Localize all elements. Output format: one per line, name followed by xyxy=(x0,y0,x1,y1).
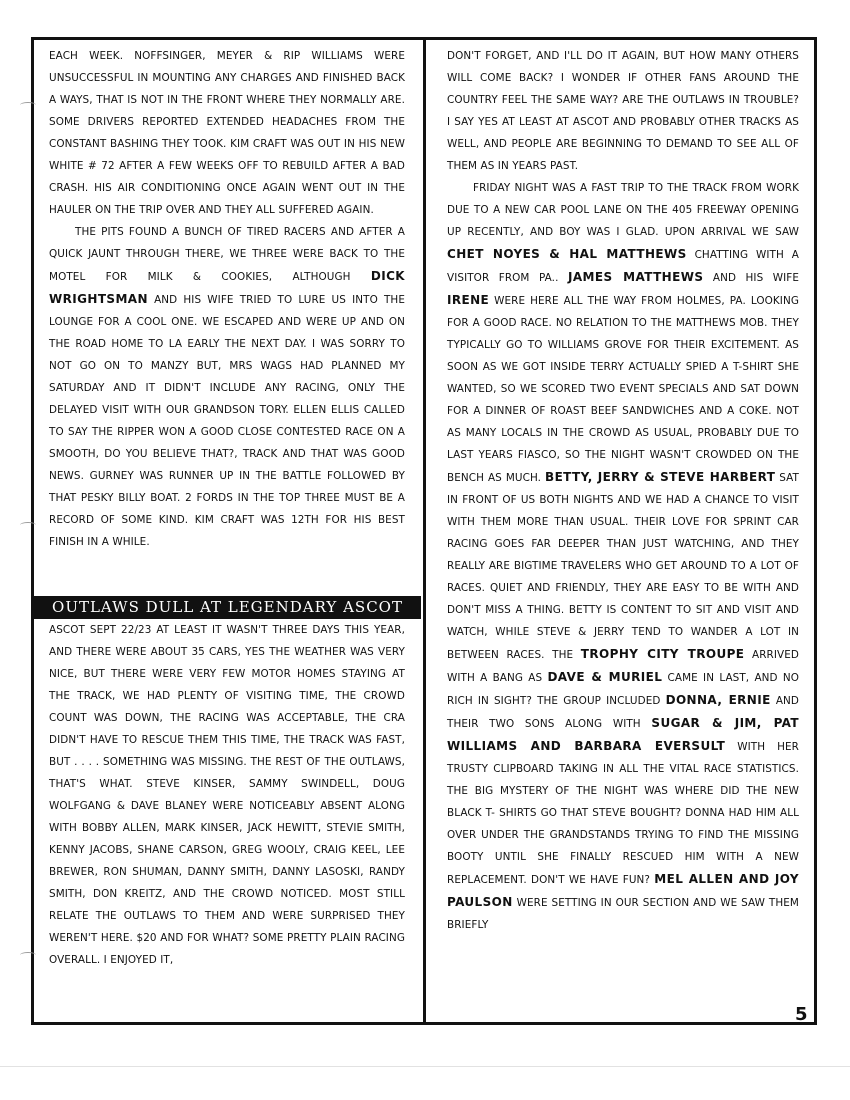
person-name: BETTY, JERRY & STEVE HARBERT xyxy=(545,470,776,484)
left-column-bottom xyxy=(49,619,405,971)
scan-edge-line xyxy=(0,1066,850,1067)
paragraph: DON'T FORGET, AND I'LL DO IT AGAIN, BUT HOW MANY OTHERS WILL COME BACK? I WONDER IF OTHER FANS AROUND THE COUNTRY FEEL THE SAME WAY? ARE THE OUTLAWS IN TROUBLE? I SAY YES AT LEAST AT ASCOT AND PROBABLY OTHER TRACKS AS WELL, AND PEOPLE ARE BEGINNING TO DEMAND TO SEE ALL OF THEM AS IN YEARS PAST. xyxy=(447,50,799,172)
paragraph-text: CAME IN LAST, AND NO RICH IN SIGHT? THE GROUP INCLUDED xyxy=(447,672,800,707)
person-name: DONNA, ERNIE xyxy=(665,693,771,707)
paragraph xyxy=(447,177,799,936)
person-name: CHET NOYES & HAL MATTHEWS xyxy=(447,247,687,261)
paragraph-text: WERE HERE ALL THE WAY FROM HOLMES, PA. LOOKING FOR A GOOD RACE. NO RELATION TO THE MATTHEWS MOB. THEY TYPICALLY GO TO WILLIAMS GROVE FOR THEIR EXCITEMENT. AS SOON AS WE GOT INSIDE TERRY ACTUALLY SPIED A T-SHIRT SHE WANTED, SO WE SCORED TWO EVENT SPECIALS AND SAT DOWN FOR A DINNER OF ROAST BEEF SANDWICHES AND A COKE. NOT AS MANY LOCALS IN THE CROWD AS USUAL, PROBABLY DUE TO LAST YEARS FIASCO, SO THE NIGHT WASN'T CROWDED ON THE BENCH AS MUCH. xyxy=(447,295,799,484)
paragraph-text: CHATTING WITH A VISITOR FROM PA.. xyxy=(447,249,800,284)
paragraph-text: WITH HER TRUSTY CLIPBOARD TAKING IN ALL THE VITAL RACE STATISTICS. THE BIG MYSTERY OF THE NIGHT WAS WHERE DID THE NEW BLACK T- SHIRTS GO THAT STEVE BOUGHT? DONNA HAD HIM ALL OVER UNDER THE GRANDSTANDS TRYING TO FIND THE MISSING BOOTY UNTIL SHE FINALLY RESCUED HIM WITH A NEW REPLACEMENT. DON'T WE HAVE FUN? xyxy=(447,741,800,886)
paragraph-text: FRIDAY NIGHT WAS A FAST TRIP TO THE TRACK FROM WORK DUE TO A NEW CAR POOL LANE ON THE 405 FREEWAY OPENING UP RECENTLY, AND BOY WAS I GLAD. UPON ARRIVAL WE SAW xyxy=(447,182,799,238)
binder-hole-mark xyxy=(20,952,36,958)
person-name: IRENE xyxy=(447,293,490,307)
paragraph-text: AND HIS WIFE xyxy=(712,272,800,284)
paragraph-text: WERE SETTING IN OUR SECTION AND WE SAW THEM BRIEFLY xyxy=(447,897,799,931)
paragraph-text: SAT IN FRONT OF US BOTH NIGHTS AND WE HAD A CHANCE TO VISIT WITH THEM MORE THAN USUAL. THEIR LOVE FOR SPRINT CAR RACING GOES FAR DEEPER THAN JUST WATCHING, AND THEY REALLY ARE BIGTIME TRAVELERS WHO GET AROUND TO A LOT OF RACES. QUIET AND FRIENDLY, THEY ARE EASY TO BE WITH AND DON'T MISS A THING. BETTY IS CONTENT TO SIT AND VISIT AND WATCH, WHILE STEVE & JERRY TEND TO WANDER A LOT IN BETWEEN RACES. THE xyxy=(447,472,799,661)
column-divider xyxy=(423,37,426,1025)
person-name: SUGAR & JIM, PAT WILLIAMS AND BARBARA EVERSULT xyxy=(447,716,800,753)
person-name: DAVE & MURIEL xyxy=(547,670,663,684)
left-column-top xyxy=(49,45,405,553)
paragraph-text: THE PITS FOUND A BUNCH OF TIRED RACERS AND AFTER A QUICK JAUNT THROUGH THERE, WE THREE WERE BACK TO THE MOTEL FOR MILK & COOKIES, ALTHOUGH xyxy=(49,226,405,283)
person-name: MEL ALLEN AND JOY PAULSON xyxy=(447,872,799,909)
article-headline: OUTLAWS DULL AT LEGENDARY ASCOT xyxy=(34,596,421,619)
paragraph: EACH WEEK. NOFFSINGER, MEYER & RIP WILLIAMS WERE UNSUCCESSFUL IN MOUNTING ANY CHARGES AND FINISHED BACK A WAYS, THAT IS NOT IN THE FRONT WHERE THEY NORMALLY ARE. SOME DRIVERS REPORTED EXTENDED HEADACHES FROM THE CONSTANT BASHING THEY TOOK. KIM CRAFT WAS OUT IN HIS NEW WHITE # 72 AFTER A FEW WEEKS OFF TO REBUILD AFTER A BAD CRASH. HIS AIR CONDITIONING ONCE AGAIN WENT OUT IN THE HAULER ON THE TRIP OVER AND THEY ALL SUFFERED AGAIN. xyxy=(49,50,405,216)
right-column xyxy=(447,45,799,936)
binder-hole-mark xyxy=(20,522,36,528)
driver-name: DICK WRIGHTSMAN xyxy=(49,269,405,306)
paragraph-text: ARRIVED WITH A BANG AS xyxy=(447,649,800,684)
page-number: 5 xyxy=(795,1004,808,1025)
paragraph xyxy=(49,221,405,553)
paragraph-text: AND HIS WIFE TRIED TO LURE US INTO THE LOUNGE FOR A COOL ONE. WE ESCAPED AND WERE UP AND ON THE ROAD HOME TO LA EARLY THE NEXT DAY. I WAS SORRY TO NOT GO ON TO MANZY BUT, MRS WAGS HAD PLANNED MY SATURDAY AND IT DIDN'T INCLUDE ANY RACING, ONLY THE DELAYED VISIT WITH OUR GRANDSON TORY. ELLEN ELLIS CALLED TO SAY THE RIPPER WON A GOOD CLOSE CONTESTED RACE ON A SMOOTH, DO YOU BELIEVE THAT?, TRACK AND THAT WAS GOOD NEWS. GURNEY WAS RUNNER UP IN THE BATTLE FOLLOWED BY THAT PESKY BILLY BOAT. 2 FORDS IN THE TOP THREE MUST BE A RECORD OF SOME KIND. KIM CRAFT WAS 12TH FOR HIS BEST FINISH IN A WHILE. xyxy=(49,294,406,548)
binder-hole-mark xyxy=(20,102,36,108)
paragraph: ASCOT SEPT 22/23 AT LEAST IT WASN'T THREE DAYS THIS YEAR, AND THERE WERE ABOUT 35 CARS, YES THE WEATHER WAS VERY NICE, BUT THERE WERE VERY FEW MOTOR HOMES STAYING AT THE TRACK, WE HAD PLENTY OF VISITING TIME, THE CROWD COUNT WAS DOWN, THE RACING WAS ACCEPTABLE, THE CRA DIDN'T HAVE TO RESCUE THEM THIS TIME, THE TRACK WAS FAST, BUT . . . . SOMETHING WAS MISSING. THE REST OF THE OUTLAWS, THAT'S WHAT. STEVE KINSER, SAMMY SWINDELL, DOUG WOLFGANG & DAVE BLANEY WERE NOTICEABLY ABSENT ALONG WITH BOBBY ALLEN, MARK KINSER, JACK HEWITT, STEVIE SMITH, KENNY JACOBS, SHANE CARSON, GREG WOOLY, CRAIG KEEL, LEE BREWER, RON SHUMAN, DANNY SMITH, DANNY LASOSKI, RANDY SMITH, DON KREITZ, AND THE CROWD NOTICED. MOST STILL RELATE THE OUTLAWS TO THEM AND WERE SURPRISED THEY WEREN'T HERE. $20 AND FOR WHAT? SOME PRETTY PLAIN RACING OVERALL. I ENJOYED IT, xyxy=(49,624,405,966)
person-name: JAMES MATTHEWS xyxy=(567,270,704,284)
paragraph-text: AND THEIR TWO SONS ALONG WITH xyxy=(447,695,800,730)
group-name: TROPHY CITY TROUPE xyxy=(580,647,745,661)
